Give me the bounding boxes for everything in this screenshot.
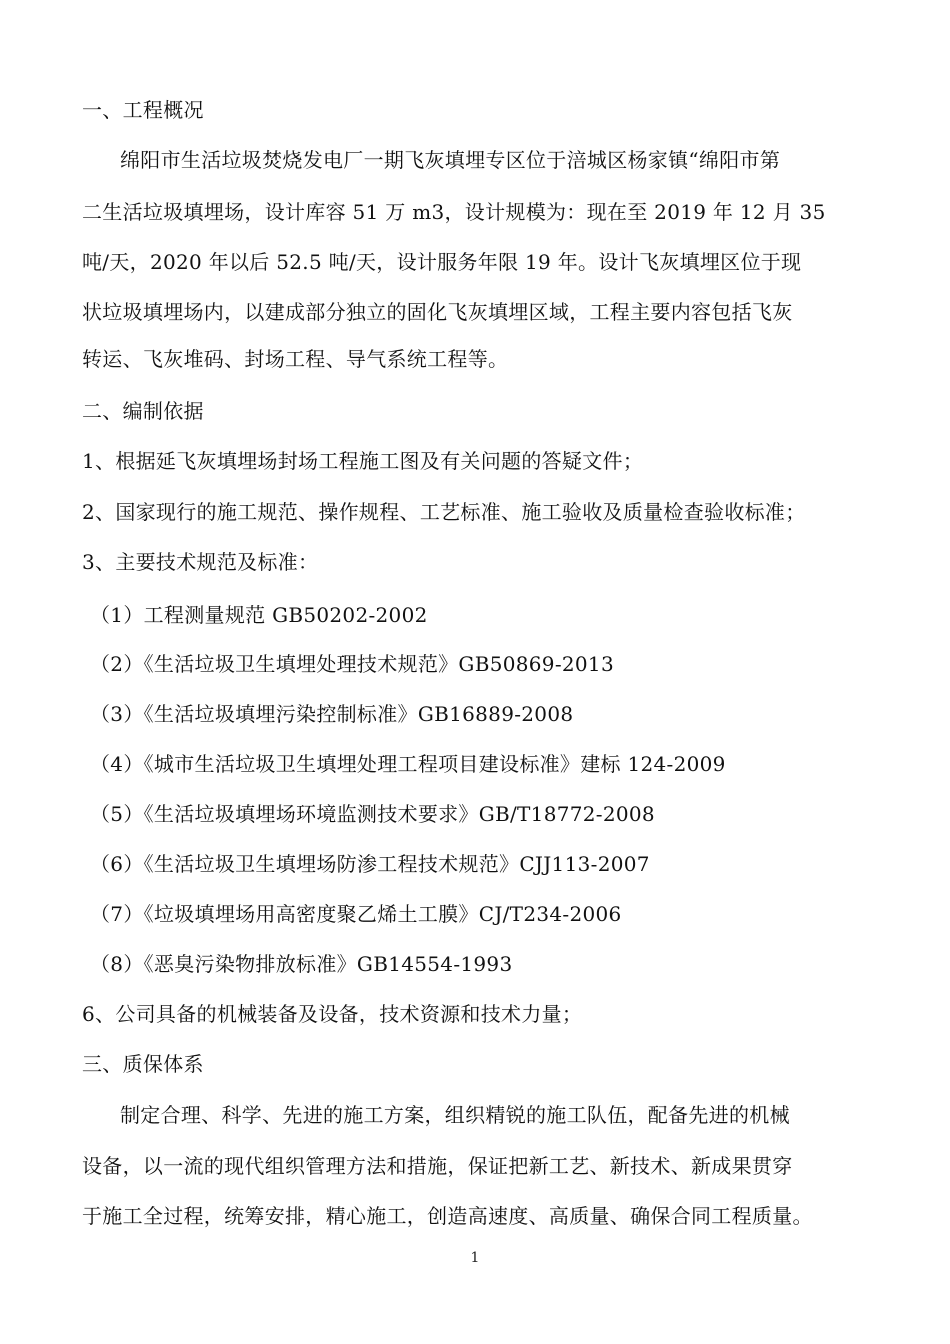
quality-paragraph-line: 设备，以一流的现代组织管理方法和措施，保证把新工艺、新技术、新成果贯穿 — [82, 1154, 793, 1178]
standard-item: （3）《生活垃圾填埋污染控制标准》GB16889-2008 — [90, 702, 574, 726]
basis-item: 3、主要技术规范及标准： — [82, 550, 319, 574]
standard-item: （8）《恶臭污染物排放标准》GB14554-1993 — [90, 952, 513, 976]
overview-paragraph-line: 状垃圾填埋场内，以建成部分独立的固化飞灰填埋区域，工程主要内容包括飞灰 — [82, 300, 793, 324]
page-number: 1 — [470, 1250, 480, 1266]
overview-paragraph-line: 转运、飞灰堆码、封场工程、导气系统工程等。 — [82, 347, 509, 371]
overview-paragraph-line: 二生活垃圾填埋场，设计库容 51 万 m3，设计规模为：现在至 2019 年 12 月 35 — [82, 200, 826, 224]
section-heading-overview: 一、工程概况 — [82, 98, 204, 122]
basis-item: 2、国家现行的施工规范、操作规程、工艺标准、施工验收及质量检查验收标准； — [82, 500, 806, 524]
standard-item: （2）《生活垃圾卫生填埋处理技术规范》GB50869-2013 — [90, 652, 614, 676]
standard-item: （6）《生活垃圾卫生填埋场防渗工程技术规范》CJJ113-2007 — [90, 852, 650, 876]
section-heading-basis: 二、编制依据 — [82, 399, 204, 423]
overview-paragraph-line: 吨/天，2020 年以后 52.5 吨/天，设计服务年限 19 年。设计飞灰填埋区位于现 — [82, 250, 802, 274]
section-heading-quality: 三、质保体系 — [82, 1052, 204, 1076]
standard-item: （5）《生活垃圾填埋场环境监测技术要求》GB/T18772-2008 — [90, 802, 655, 826]
standard-item: （7）《垃圾填埋场用高密度聚乙烯土工膜》CJ/T234-2006 — [90, 902, 622, 926]
basis-item: 6、公司具备的机械装备及设备，技术资源和技术力量； — [82, 1002, 583, 1026]
overview-paragraph-line: 绵阳市生活垃圾焚烧发电厂一期飞灰填埋专区位于涪城区杨家镇“绵阳市第 — [120, 148, 781, 172]
standard-item: （4）《城市生活垃圾卫生填埋处理工程项目建设标准》建标 124-2009 — [90, 752, 726, 776]
standard-item: （1）工程测量规范 GB50202-2002 — [90, 603, 428, 627]
basis-item: 1、根据延飞灰填埋场封场工程施工图及有关问题的答疑文件； — [82, 449, 644, 473]
quality-paragraph-line: 于施工全过程，统筹安排，精心施工，创造高速度、高质量、确保合同工程质量。 — [82, 1204, 813, 1228]
quality-paragraph-line: 制定合理、科学、先进的施工方案，组织精锐的施工队伍，配备先进的机械 — [120, 1103, 790, 1127]
